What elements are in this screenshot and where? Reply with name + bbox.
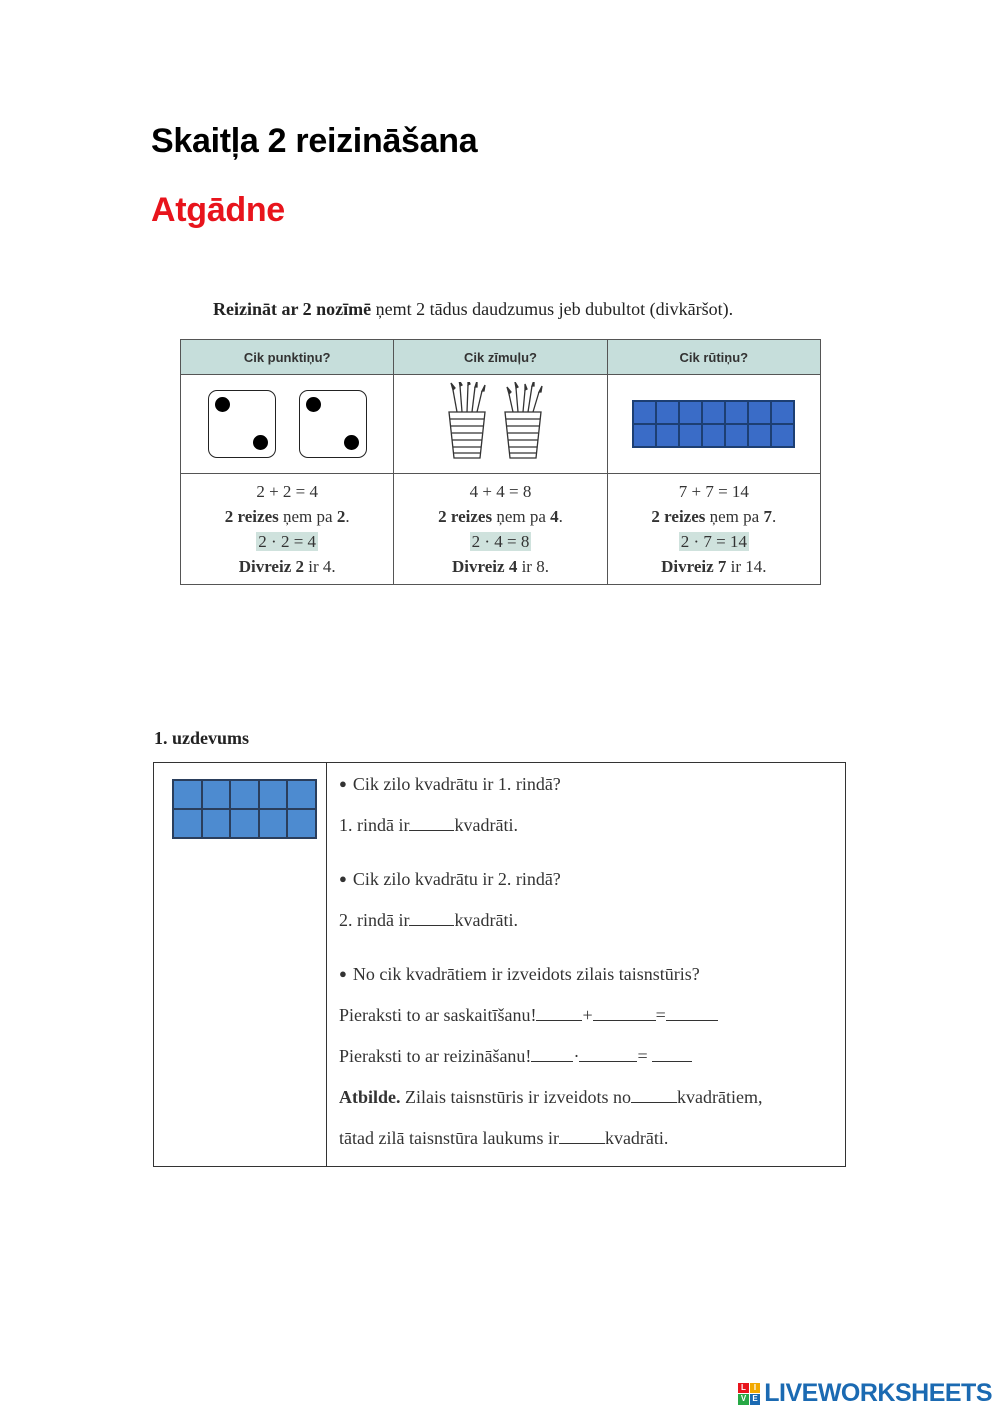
reminder-intro <box>213 299 733 320</box>
product-equation <box>608 529 820 554</box>
header-dots: Cik punktiņu? <box>181 340 394 375</box>
answer-row-2 <box>339 907 845 948</box>
equation-cell-squares <box>607 474 820 585</box>
dice-cell <box>181 375 394 474</box>
times-sentence: 2 reizes ņem pa 7. <box>651 507 777 526</box>
answer-2-unit: kvadrāti. <box>454 910 518 930</box>
liveworksheets-logo <box>738 1379 992 1408</box>
die-two-icon <box>299 390 367 458</box>
times-text: ņem pa <box>705 507 764 526</box>
times-number: 4 <box>550 507 559 526</box>
area-text: tātad zilā taisnstūra laukums ir <box>339 1128 559 1148</box>
grid-cell <box>607 375 820 474</box>
section-title-reminder: Atgādne <box>151 191 285 229</box>
equals-sign: = <box>655 1005 666 1025</box>
pencil-cup-icon <box>505 382 542 458</box>
area-blank[interactable] <box>559 1125 605 1144</box>
multiply-label: Pieraksti to ar reizināšanu! <box>339 1046 532 1066</box>
plus-sign: + <box>582 1005 593 1025</box>
double-bold: Divreiz 7 <box>661 557 727 576</box>
dice-icon <box>181 390 393 458</box>
intro-bold: Reizināt ar 2 nozīmē <box>213 299 372 319</box>
answer-bold: Atbilde. <box>339 1087 401 1107</box>
answer-sentence-2 <box>339 1125 845 1166</box>
answer-text-end: kvadrātiem, <box>677 1087 763 1107</box>
task-questions-cell <box>327 763 846 1167</box>
double-sentence <box>608 554 820 579</box>
double-sentence <box>181 554 393 579</box>
question-3: No cik kvadrātiem ir izveidots zilais taisnstūris? <box>352 964 700 984</box>
multiply-blank-1[interactable] <box>531 1043 573 1062</box>
double-sentence <box>394 554 606 579</box>
product-highlight: 2 · 4 = 8 <box>471 532 530 551</box>
reminder-table <box>180 339 821 585</box>
die-two-icon <box>208 390 276 458</box>
product-highlight: 2 · 7 = 14 <box>680 532 747 551</box>
logo-squares-icon: L I V E <box>738 1383 760 1405</box>
page-title: Skaitļa 2 reizināšana <box>151 122 478 160</box>
pencil-cups-cell <box>394 375 607 474</box>
answer-1-label: 1. rindā ir <box>339 815 410 835</box>
task-heading: 1. uzdevums <box>154 728 250 748</box>
area-text-end: kvadrāti. <box>604 1128 669 1148</box>
sum-result-blank[interactable] <box>666 1002 718 1021</box>
double-bold: Divreiz 2 <box>238 557 304 576</box>
product-equation <box>181 529 393 554</box>
times-number: 2 <box>336 507 346 526</box>
answer-row-1 <box>339 812 845 853</box>
question-row-2 <box>339 866 845 907</box>
pencil-cups-icon <box>445 382 555 462</box>
times-text: ņem pa <box>492 507 551 526</box>
reminder-header-row <box>181 340 821 375</box>
bullet-icon: ● <box>339 871 347 886</box>
sum-equation: 2 + 2 = 4 <box>256 482 318 501</box>
equation-cell-pencils <box>394 474 607 585</box>
sum-row <box>339 1002 845 1043</box>
answer-squares-blank[interactable] <box>631 1084 677 1103</box>
times-bold: 2 reizes <box>651 507 706 526</box>
header-pencils: Cik zīmuļu? <box>394 340 607 375</box>
grid-icon <box>632 400 795 448</box>
answer-1-blank[interactable] <box>409 812 454 831</box>
equals-sign: = <box>637 1046 653 1066</box>
bullet-icon: ● <box>339 776 347 791</box>
brand-name: LIVEWORKSHEETS <box>764 1379 992 1407</box>
double-bold: Divreiz 4 <box>452 557 518 576</box>
reminder-equation-row <box>181 474 821 585</box>
times-sentence: 2 reizes ņem pa 4. <box>438 507 563 526</box>
dot-sign: · <box>573 1046 580 1066</box>
double-text: ir 8. <box>517 557 549 576</box>
multiply-row <box>339 1043 845 1084</box>
answer-1-unit: kvadrāti. <box>454 815 518 835</box>
equation-cell-dots <box>181 474 394 585</box>
intro-text: ņemt 2 tādus daudzumus jeb dubultot (divkāršot). <box>371 299 734 319</box>
multiply-result-blank[interactable] <box>652 1043 692 1062</box>
blue-rectangle-grid-icon <box>172 779 317 839</box>
question-row-3 <box>339 961 845 1002</box>
pencil-cup-icon <box>449 382 485 458</box>
product-equation <box>394 529 606 554</box>
task-picture-cell <box>154 763 327 1167</box>
answer-2-blank[interactable] <box>409 907 454 926</box>
sum-label: Pieraksti to ar saskaitīšanu! <box>339 1005 537 1025</box>
question-row-1 <box>339 771 845 812</box>
times-text: ņem pa <box>278 507 337 526</box>
task-table <box>153 762 846 1167</box>
times-number: 7 <box>763 507 772 526</box>
double-text: ir 14. <box>726 557 767 576</box>
answer-sentence-1 <box>339 1084 845 1125</box>
question-2: Cik zilo kvadrātu ir 2. rindā? <box>352 869 561 889</box>
answer-text: Zilais taisnstūris ir izveidots no <box>400 1087 631 1107</box>
times-sentence: 2 reizes ņem pa 2. <box>224 507 350 526</box>
answer-2-label: 2. rindā ir <box>339 910 410 930</box>
reminder-picture-row <box>181 375 821 474</box>
sum-blank-1[interactable] <box>536 1002 582 1021</box>
times-bold: 2 reizes <box>224 507 279 526</box>
double-text: ir 4. <box>304 557 336 576</box>
header-squares: Cik rūtiņu? <box>607 340 820 375</box>
bullet-icon: ● <box>339 966 347 981</box>
times-bold: 2 reizes <box>438 507 493 526</box>
product-highlight: 2 · 2 = 4 <box>258 532 317 551</box>
sum-equation: 7 + 7 = 14 <box>678 482 749 501</box>
question-1: Cik zilo kvadrātu ir 1. rindā? <box>352 774 561 794</box>
multiply-blank-2[interactable] <box>579 1043 637 1062</box>
sum-equation: 4 + 4 = 8 <box>469 482 532 501</box>
sum-blank-2[interactable] <box>593 1002 656 1021</box>
